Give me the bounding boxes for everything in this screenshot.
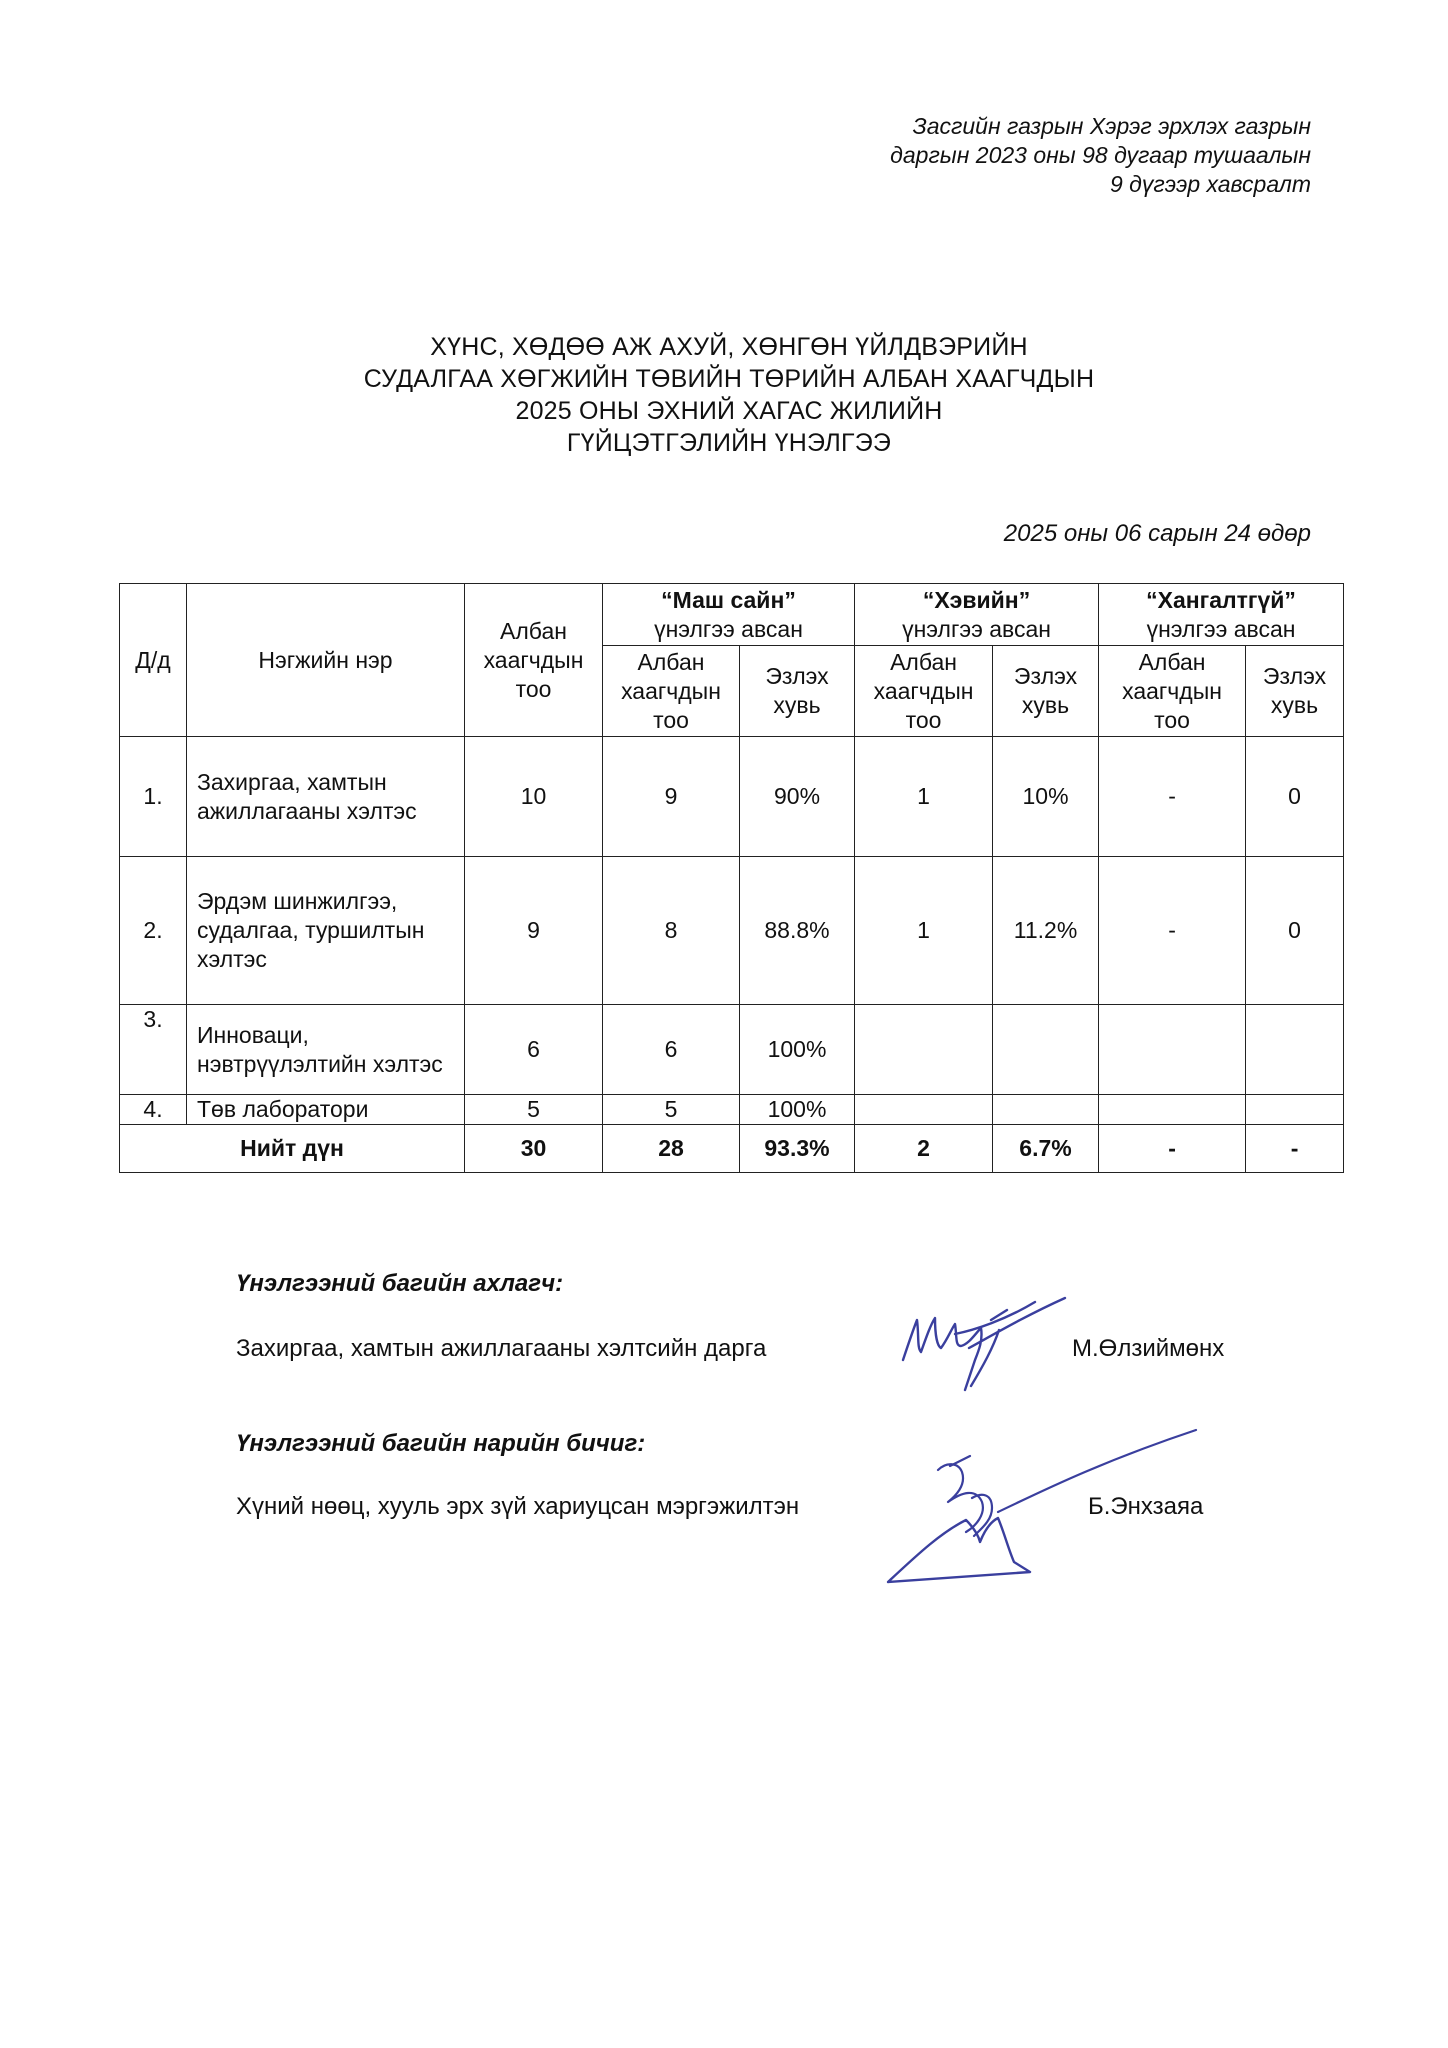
header-very-good <box>603 584 855 646</box>
total-staff: 30 <box>465 1125 603 1173</box>
row-vg-percent: 100% <box>740 1005 855 1095</box>
header-n-count: Албан хаагчдын тоо <box>855 646 993 737</box>
row-unit-name: Эрдэм шинжилгээ, судалгаа, туршилтын хэлтэс <box>187 857 465 1005</box>
header-unit: Нэгжийн нэр <box>187 584 465 737</box>
header-no: Д/д <box>120 584 187 737</box>
team-head-name: М.Өлзиймөнх <box>1072 1335 1225 1362</box>
total-vg-percent: 93.3% <box>740 1125 855 1173</box>
total-n-percent: 6.7% <box>993 1125 1099 1173</box>
team-head-position: Захиргаа, хамтын ажиллагааны хэлтсийн дарга <box>236 1335 767 1362</box>
team-secretary-name: Б.Энхзаяа <box>1088 1493 1204 1520</box>
row-no: 2. <box>120 857 187 1005</box>
total-label: Нийт дүн <box>120 1125 465 1173</box>
row-n-count <box>855 1005 993 1095</box>
annex-line-1: Засгийн газрын Хэрэг эрхлэх газрын <box>912 113 1311 139</box>
row-p-percent: 0 <box>1246 857 1344 1005</box>
row-unit-name: Төв лаборатори <box>187 1095 465 1125</box>
row-n-count: 1 <box>855 857 993 1005</box>
row-n-count: 1 <box>855 737 993 857</box>
header-very-good-title: “Маш сайн” <box>661 586 796 613</box>
row-no: 3. <box>120 1005 187 1095</box>
row-n-percent: 11.2% <box>993 857 1099 1005</box>
team-secretary-position: Хүний нөөц, хууль эрх зүй хариуцсан мэргэжилтэн <box>236 1493 800 1520</box>
document-title <box>0 331 1448 459</box>
header-vg-count: Албан хаагчдын тоо <box>603 646 740 737</box>
team-secretary-title: Үнэлгээний багийн нарийн бичиг: <box>236 1430 646 1457</box>
header-staff-count: Албан хаагчдын тоо <box>465 584 603 737</box>
row-vg-percent: 88.8% <box>740 857 855 1005</box>
row-p-count <box>1099 1095 1246 1125</box>
row-vg-count: 6 <box>603 1005 740 1095</box>
total-p-count: - <box>1099 1125 1246 1173</box>
row-staff: 6 <box>465 1005 603 1095</box>
header-normal-sub: үнэлгээ авсан <box>902 615 1051 642</box>
row-p-count: - <box>1099 737 1246 857</box>
title-line-3: 2025 ОНЫ ЭХНИЙ ХАГАС ЖИЛИЙН <box>515 397 943 425</box>
row-n-percent <box>993 1095 1099 1125</box>
row-n-percent: 10% <box>993 737 1099 857</box>
header-poor <box>1099 584 1344 646</box>
header-vg-percent: Эзлэх хувь <box>740 646 855 737</box>
annex-note <box>890 112 1311 199</box>
row-unit-name: Инноваци, нэвтрүүлэлтийн хэлтэс <box>187 1005 465 1095</box>
row-p-count <box>1099 1005 1246 1095</box>
row-p-count: - <box>1099 857 1246 1005</box>
row-p-percent: 0 <box>1246 737 1344 857</box>
annex-line-2: даргын 2023 оны 98 дугаар тушаалын <box>890 142 1311 168</box>
header-normal-title: “Хэвийн” <box>922 586 1031 613</box>
table-row <box>120 857 1344 1005</box>
header-n-percent: Эзлэх хувь <box>993 646 1099 737</box>
row-staff: 5 <box>465 1095 603 1125</box>
document-date: 2025 оны 06 сарын 24 өдөр <box>1003 520 1311 547</box>
header-poor-title: “Хангалтгүй” <box>1146 586 1296 613</box>
row-p-percent <box>1246 1095 1344 1125</box>
head-signature-image <box>895 1290 1080 1400</box>
row-vg-count: 8 <box>603 857 740 1005</box>
row-vg-percent: 90% <box>740 737 855 857</box>
title-line-1: ХҮНС, ХӨДӨӨ АЖ АХУЙ, ХӨНГӨН ҮЙЛДВЭРИЙН <box>430 333 1028 361</box>
header-poor-sub: үнэлгээ авсан <box>1146 615 1296 642</box>
header-p-percent: Эзлэх хувь <box>1246 646 1344 737</box>
header-row-1 <box>120 584 1344 646</box>
row-no: 1. <box>120 737 187 857</box>
title-line-4: ГҮЙЦЭТГЭЛИЙН ҮНЭЛГЭЭ <box>566 429 892 457</box>
row-unit-name: Захиргаа, хамтын ажиллагааны хэлтэс <box>187 737 465 857</box>
row-n-count <box>855 1095 993 1125</box>
row-no: 4. <box>120 1095 187 1125</box>
total-vg-count: 28 <box>603 1125 740 1173</box>
team-head-title: Үнэлгээний багийн ахлагч: <box>236 1270 564 1297</box>
total-row <box>120 1125 1344 1173</box>
header-very-good-sub: үнэлгээ авсан <box>654 615 803 642</box>
row-p-percent <box>1246 1005 1344 1095</box>
row-staff: 10 <box>465 737 603 857</box>
row-vg-count: 5 <box>603 1095 740 1125</box>
table-row <box>120 1095 1344 1125</box>
title-line-2: СУДАЛГАА ХӨГЖИЙН ТӨВИЙН ТӨРИЙН АЛБАН ХААГЧДЫН <box>363 365 1095 393</box>
header-p-count: Албан хаагчдын тоо <box>1099 646 1246 737</box>
header-normal <box>855 584 1099 646</box>
table-row <box>120 737 1344 857</box>
row-staff: 9 <box>465 857 603 1005</box>
table-row <box>120 1005 1344 1095</box>
total-n-count: 2 <box>855 1125 993 1173</box>
annex-line-3: 9 дүгээр хавсралт <box>1109 171 1311 197</box>
row-n-percent <box>993 1005 1099 1095</box>
row-vg-percent: 100% <box>740 1095 855 1125</box>
evaluation-table <box>119 583 1344 1173</box>
total-p-percent: - <box>1246 1125 1344 1173</box>
row-vg-count: 9 <box>603 737 740 857</box>
